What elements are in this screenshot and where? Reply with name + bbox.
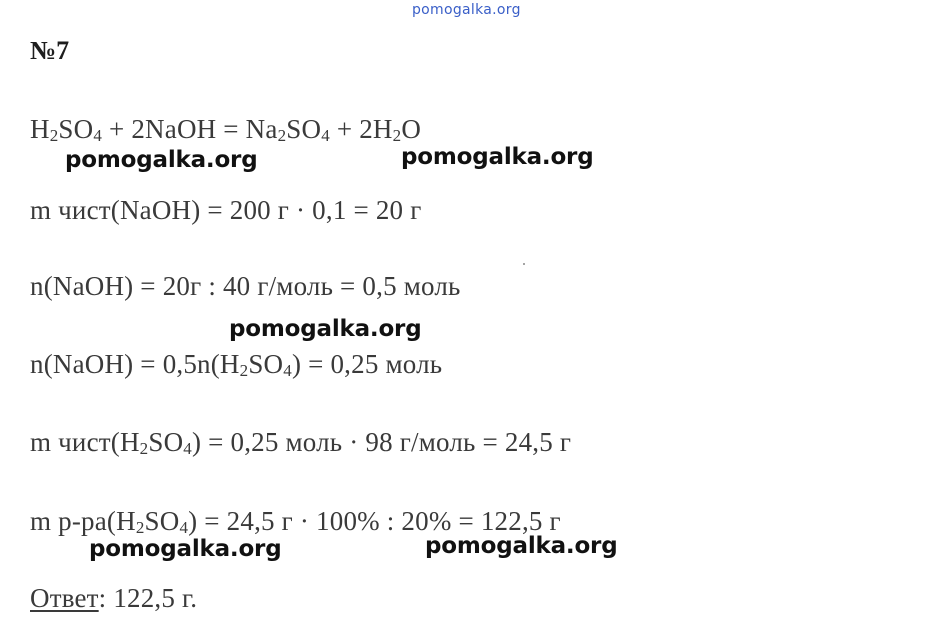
- solution-mass-line: m $р-ра(H_2SO_4) = 24,5$ г · 100% : 20% = 122,5 г: [30, 506, 561, 537]
- answer-line: [30, 583, 197, 613]
- moles-h2so4-line: n(NaOH) = $0,5n(H_2SO_4) = 0,25$ моль: [30, 349, 443, 380]
- watermark-top: pomogalka.org: [412, 2, 521, 18]
- moles-naoh-line: n(NaOH) = 20г : 40 г/моль = 0,5 моль: [30, 271, 461, 301]
- answer-value: : 122,5 г.: [98, 583, 198, 613]
- answer-label: Ответ: [30, 583, 99, 613]
- watermark-5: pomogalka.org: [425, 533, 618, 559]
- watermark-1: pomogalka.org: [65, 147, 258, 173]
- reaction-equation: $H_2SO_4$ + 2NaOH = $Na_2SO_4 + 2H_2O$: [30, 114, 422, 145]
- problem-number: №7: [30, 36, 70, 65]
- watermark-3: pomogalka.org: [229, 316, 422, 342]
- watermark-4: pomogalka.org: [89, 536, 282, 562]
- watermark-2: pomogalka.org: [401, 144, 594, 170]
- mass-naoh-line: m чист(NaOH) = 200 г · 0,1 = 20 г: [30, 195, 422, 225]
- scan-speck: [523, 263, 525, 265]
- mass-h2so4-line: m $чист(H_2SO_4) = 0,25$ моль · 98 г/моль = 24,5 г: [30, 427, 572, 458]
